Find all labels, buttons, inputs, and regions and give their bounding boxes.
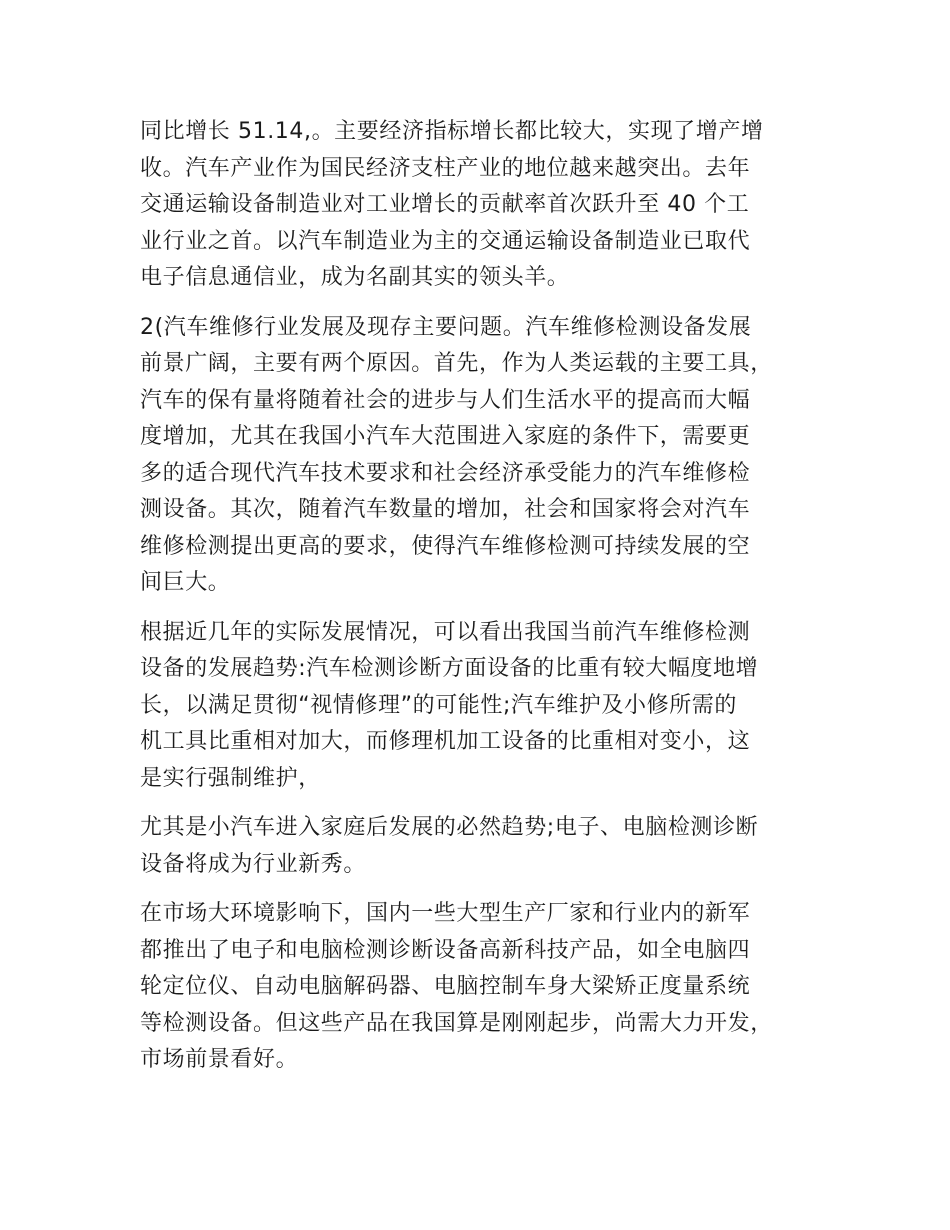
- text-line: 长，以满足贯彻“视情修理”的可能性;汽车维护及小修所需的: [140, 692, 738, 718]
- text-line: 间巨大。: [140, 570, 231, 595]
- text-line: 轮定位仪、自动电脑解码器、电脑控制车身大梁矫正度量系统: [140, 974, 751, 999]
- text-line: 度增加，尤其在我国小汽车大范围进入家庭的条件下，需要更: [140, 424, 751, 449]
- text-line: 机工具比重相对加大，而修理机加工设备的比重相对变小，这: [140, 729, 751, 754]
- text-line: 是实行强制维护，: [140, 765, 321, 791]
- text-line: 2(汽车维修行业发展及现存主要问题。汽车维修检测设备发展: [140, 314, 752, 340]
- text-line: 多的适合现代汽车技术要求和社会经济承受能力的汽车维修检: [140, 460, 751, 486]
- paragraph-5: [140, 896, 830, 1079]
- document-page: [140, 114, 830, 1092]
- text-line: 汽车的保有量将随着社会的进步与人们生活水平的提高而大幅: [140, 387, 751, 413]
- text-line: 业行业之首。以汽车制造业为主的交通运输设备制造业已取代: [140, 228, 751, 254]
- text-line: 等检测设备。但这些产品在我国算是刚刚起步，尚需大力开发，: [140, 1010, 773, 1036]
- text-line: 尤其是小汽车进入家庭后发展的必然趋势;电子、电脑检测诊断: [140, 815, 759, 840]
- paragraph-3: [140, 615, 830, 798]
- text-line: 根据近几年的实际发展情况，可以看出我国当前汽车维修检测: [140, 619, 751, 645]
- text-line: 电子信息通信业，成为名副其实的领头羊。: [140, 265, 570, 290]
- text-line: 维修检测提出更高的要求，使得汽车维修检测可持续发展的空: [140, 533, 751, 559]
- text-line: 都推出了电子和电脑检测诊断设备高新科技产品，如全电脑四: [140, 937, 751, 963]
- text-line: 设备将成为行业新秀。: [140, 851, 367, 877]
- text-line: 设备的发展趋势:汽车检测诊断方面设备的比重有较大幅度地增: [140, 656, 759, 681]
- text-line: 测设备。其次，随着汽车数量的增加，社会和国家将会对汽车: [140, 497, 751, 522]
- paragraph-2: [140, 310, 830, 602]
- text-line: 前景广阔，主要有两个原因。首先，作为人类运载的主要工具，: [140, 351, 773, 376]
- text-line: 交通运输设备制造业对工业增长的贡献率首次跃升至 40 个工: [140, 192, 750, 217]
- text-line: 同比增长 51.14,。主要经济指标增长都比较大，实现了增产增: [140, 119, 764, 144]
- text-line: 在市场大环境影响下，国内一些大型生产厂家和行业内的新军: [140, 901, 751, 926]
- paragraph-1: [140, 114, 830, 297]
- text-line: 市场前景看好。: [140, 1047, 299, 1072]
- text-line: 收。汽车产业作为国民经济支柱产业的地位越来越突出。去年: [140, 155, 751, 181]
- paragraph-4: [140, 810, 830, 883]
